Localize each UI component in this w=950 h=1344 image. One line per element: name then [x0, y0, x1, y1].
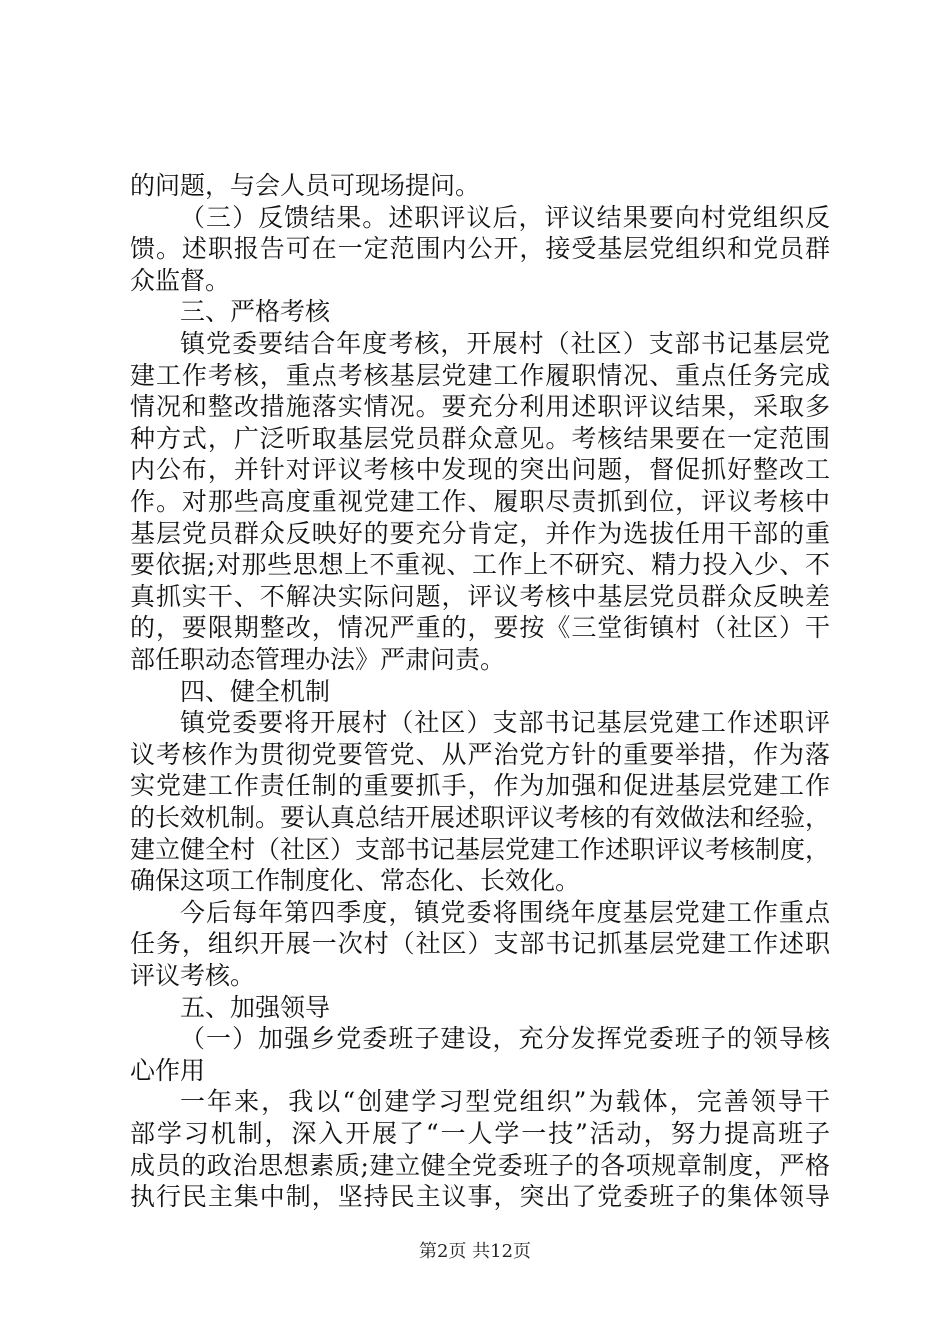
- text-line: 今后每年第四季度，镇党委将围绕年度基层党建工作重点: [180, 897, 830, 927]
- text-line: 的长效机制。要认真总结开展述职评议考核的有效做法和经验，: [130, 803, 830, 832]
- text-line: 部任职动态管理办法》严肃问责。: [130, 645, 506, 674]
- text-line: 的，要限期整改，情况严重的，要按《三堂街镇村（社区）干: [130, 613, 830, 643]
- text-line: 镇党委要结合年度考核，开展村（社区）支部书记基层党: [180, 329, 830, 358]
- subsection-heading: （一）加强乡党委班子建设，充分发挥党委班子的领导核: [180, 1024, 830, 1054]
- section-heading: 三、严格考核: [180, 297, 331, 327]
- text-line: （三）反馈结果。述职评议后，评议结果要向村党组织反: [180, 202, 830, 232]
- text-line: 真抓实干、不解决实际问题，评议考核中基层党员群众反映差: [130, 581, 830, 611]
- text-line: 内公布，并针对评议考核中发现的突出问题，督促抓好整改工: [130, 455, 830, 485]
- text-line: 评议考核。: [130, 961, 256, 990]
- text-line: 情况和整改措施落实情况。要充分利用述职评议结果，采取多: [130, 392, 830, 422]
- text-line: 的问题，与会人员可现场提问。: [130, 171, 481, 200]
- text-line: 镇党委要将开展村（社区）支部书记基层党建工作述职评: [180, 708, 830, 738]
- text-line: 实党建工作责任制的重要抓手，作为加强和促进基层党建工作: [130, 771, 830, 801]
- section-heading: 四、健全机制: [180, 676, 331, 706]
- text-line: 馈。述职报告可在一定范围内公开，接受基层党组织和党员群: [130, 234, 830, 264]
- text-line: 种方式，广泛听取基层党员群众意见。考核结果要在一定范围: [130, 423, 830, 453]
- text-line: 部学习机制，深入开展了“一人学一技”活动，努力提高班子: [130, 1119, 830, 1148]
- text-line: 确保这项工作制度化、常态化、长效化。: [130, 866, 581, 896]
- subsection-heading: 心作用: [130, 1055, 206, 1085]
- text-line: 议考核作为贯彻党要管党、从严治党方针的重要举措，作为落: [130, 739, 830, 769]
- text-line: 成员的政治思想素质;建立健全党委班子的各项规章制度，严格: [130, 1150, 830, 1180]
- text-line: 作。对那些高度重视党建工作、履职尽责抓到位，评议考核中: [130, 487, 830, 516]
- text-line: 众监督。: [130, 265, 231, 295]
- text-line: 任务，组织开展一次村（社区）支部书记抓基层党建工作述职: [130, 929, 830, 959]
- text-line: 建立健全村（社区）支部书记基层党建工作述职评议考核制度，: [130, 834, 830, 864]
- text-line: 建工作考核，重点考核基层党建工作履职情况、重点任务完成: [130, 360, 830, 390]
- section-heading: 五、加强领导: [180, 992, 331, 1022]
- text-line: 一年来，我以“创建学习型党组织”为载体，完善领导干: [180, 1087, 830, 1117]
- page-number-footer: 第2页 共12页: [418, 1241, 532, 1262]
- text-line: 基层党员群众反映好的要充分肯定，并作为选拔任用干部的重: [130, 518, 830, 548]
- text-line: 要依据;对那些思想上不重视、工作上不研究、精力投入少、不: [130, 550, 830, 580]
- text-line: 执行民主集中制，坚持民主议事，突出了党委班子的集体领导: [130, 1182, 830, 1212]
